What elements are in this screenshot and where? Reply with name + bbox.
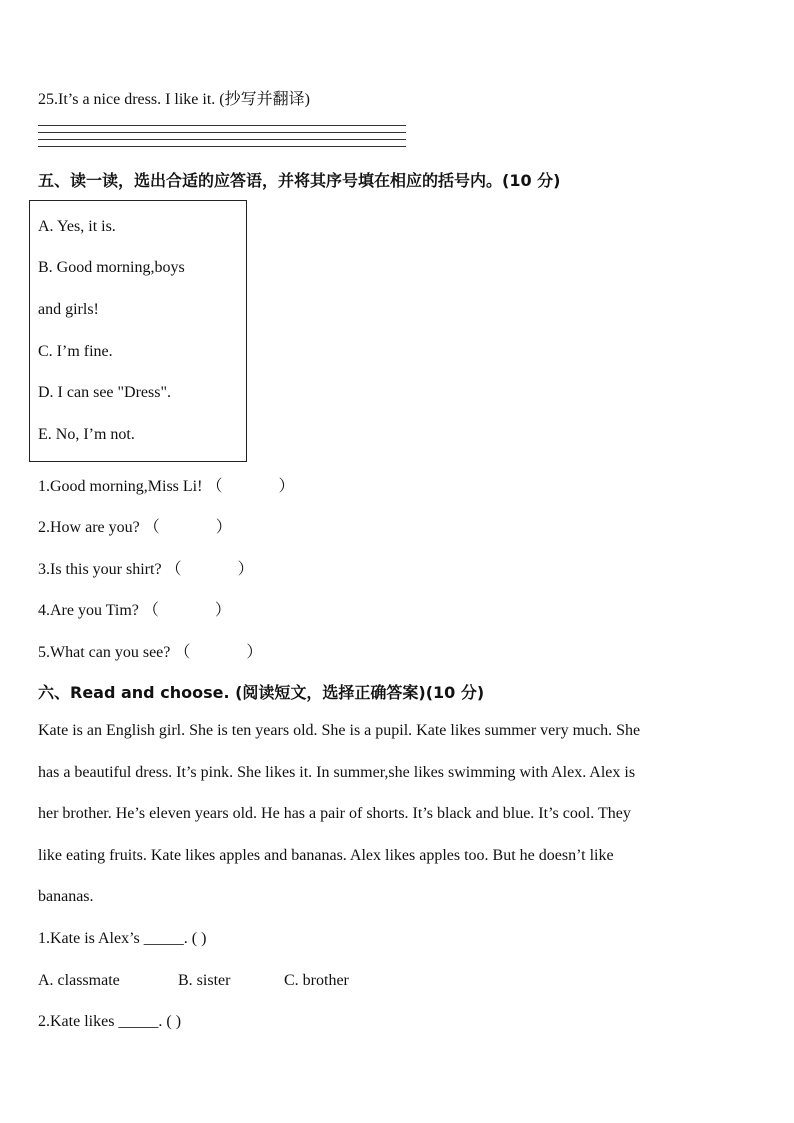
answer-options-box [29, 200, 247, 462]
question-4 [38, 597, 231, 620]
writing-line [38, 146, 406, 147]
answer-paren-close: ） [215, 519, 232, 536]
passage-line-4: like eating fruits. Kate likes apples and bananas. Alex likes apples too. But he doesn’t like [38, 847, 614, 864]
reading-question-1: 1.Kate is Alex’s _____. ( ) [38, 930, 207, 947]
writing-lines [38, 125, 406, 153]
answer-paren-close: ） [246, 644, 263, 661]
option-a: A. Yes, it is. [38, 218, 116, 235]
answer-paren-close: ） [237, 561, 254, 578]
writing-line [38, 139, 406, 140]
question-1 [38, 473, 294, 496]
answer-paren-open: （ [143, 519, 160, 536]
answer-paren-open: （ [165, 561, 182, 578]
answer-paren-open: （ [174, 644, 191, 661]
answer-paren-close: ） [214, 602, 231, 619]
answer-paren-open: （ [142, 602, 159, 619]
choice-b[interactable]: B. sister [178, 972, 231, 989]
option-d: D. I can see "Dress". [38, 384, 172, 401]
option-c: C. I’m fine. [38, 343, 113, 360]
writing-line [38, 132, 406, 133]
question-2 [38, 514, 232, 537]
option-e: E. No, I’m not. [38, 426, 135, 443]
passage-line-1: Kate is an English girl. She is ten years old. She is a pupil. Kate likes summer very much. She [38, 722, 641, 739]
choice-a[interactable]: A. classmate [38, 972, 120, 989]
question-text: 3.Is this your shirt? [38, 561, 162, 578]
question-text: 2.How are you? [38, 519, 140, 536]
question-text: 5.What can you see? [38, 644, 171, 661]
question-text: 4.Are you Tim? [38, 602, 139, 619]
passage-line-5: bananas. [38, 888, 94, 905]
question-5 [38, 639, 262, 662]
passage-line-3: her brother. He’s eleven years old. He has a pair of shorts. It’s black and blue. It’s cool. They [38, 805, 631, 822]
question-3 [38, 556, 254, 579]
reading-question-2: 2.Kate likes _____. ( ) [38, 1013, 182, 1030]
choice-c[interactable]: C. brother [284, 972, 349, 989]
question-25: 25.It’s a nice dress. I like it. (抄写并翻译) [38, 91, 310, 108]
passage-line-2: has a beautiful dress. It’s pink. She likes it. In summer,she likes swimming with Alex. Alex is [38, 764, 636, 781]
question-text: 1.Good morning,Miss Li! [38, 478, 203, 495]
answer-paren-close: ） [278, 478, 295, 495]
answer-paren-open: （ [206, 478, 223, 495]
option-b: B. Good morning,boys [38, 259, 185, 276]
reading-q1-choices [38, 972, 349, 990]
section-6-title: 六、Read and choose. (阅读短文，选择正确答案)(10 分) [38, 683, 485, 702]
section-5-title: 五、读一读，选出合适的应答语，并将其序号填在相应的括号内。(10 分) [38, 171, 561, 190]
option-b-cont: and girls! [38, 301, 99, 318]
writing-line [38, 125, 406, 126]
